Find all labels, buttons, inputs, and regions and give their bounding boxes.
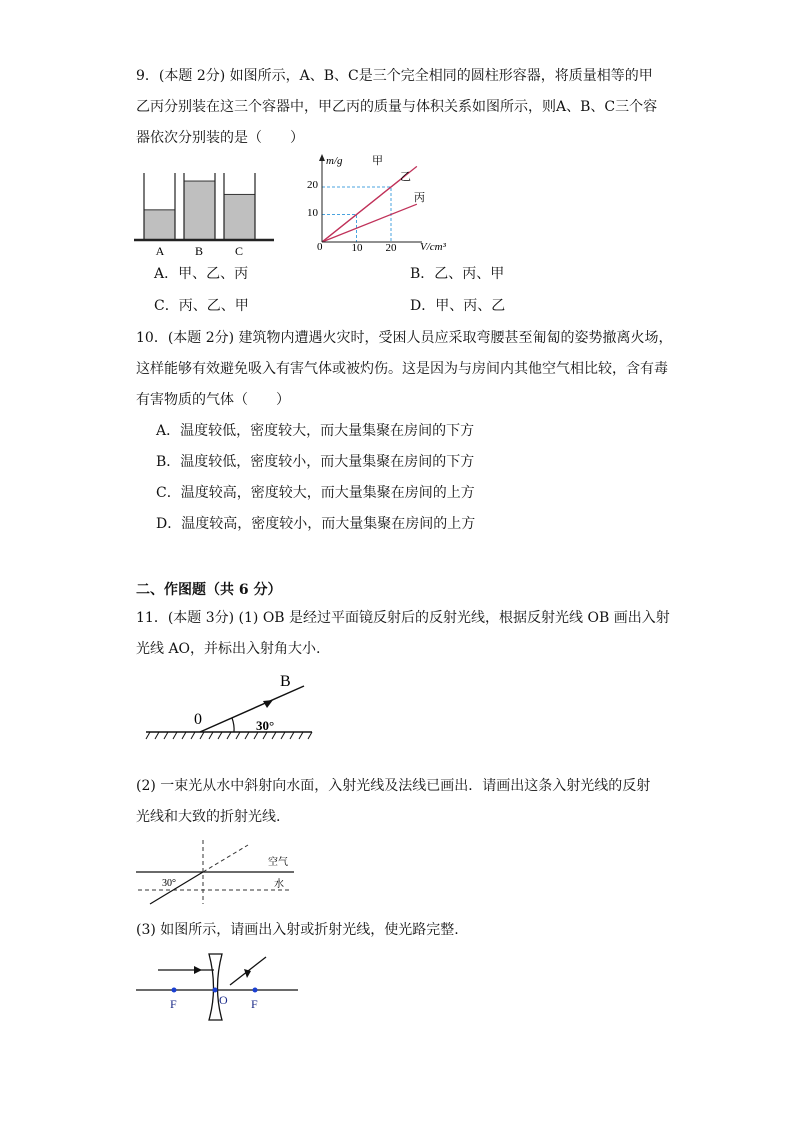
graph-y-arrow xyxy=(319,154,325,161)
section-title: 二、作图题（共 6 分） xyxy=(136,582,282,598)
q10-option-a: A．温度较低，密度较大，而大量集聚在房间的下方 xyxy=(156,423,475,439)
q11-line-2: 光线 AO，并标出入射角大小. xyxy=(136,641,321,657)
q11-part2-line-2: 光线和大致的折射光线. xyxy=(136,809,281,825)
graph-x-label: V/cm³ xyxy=(420,241,446,253)
q9-option-a: A．甲、乙、丙 xyxy=(154,266,249,282)
graph-y-label: m/g xyxy=(326,155,343,167)
container-liquid-1 xyxy=(184,181,215,240)
mirror-hatching xyxy=(146,732,312,739)
container-liquid-0 xyxy=(144,210,175,240)
lens-figure xyxy=(134,950,306,1024)
graph-x-tick-20: 20 xyxy=(385,242,397,254)
q10-line-1: 10．(本题 2分) 建筑物内遭遇火灾时，受困人员应采取弯腰甚至匍匐的姿势撤离火场， xyxy=(136,330,673,346)
q9-line-1: 9．(本题 2分) 如图所示，A、B、C是三个完全相同的圆柱形容器，将质量相等的甲 xyxy=(136,68,653,84)
reflected-ray-ob xyxy=(200,686,304,732)
graph-series-line-2 xyxy=(322,204,417,242)
label-o: 0 xyxy=(194,711,202,728)
graph-origin: 0 xyxy=(317,241,323,253)
origin-label: O xyxy=(219,993,228,1007)
mirror-figure xyxy=(144,668,314,746)
q10-line-3: 有害物质的气体（ ） xyxy=(136,392,290,408)
mass-volume-graph xyxy=(300,150,460,258)
q9-option-c: C．丙、乙、甲 xyxy=(154,298,249,314)
graph-y-tick-10: 10 xyxy=(307,207,318,219)
q9-line-3: 器依次分别装的是（ ） xyxy=(136,130,304,146)
focus-right-point xyxy=(253,988,258,993)
line-label-bing: 丙 xyxy=(414,192,425,204)
dashed-extension xyxy=(203,845,248,872)
optical-center-point xyxy=(213,988,218,993)
q11-part3-line: (3) 如图所示，请画出入射或折射光线，使光路完整. xyxy=(136,922,459,938)
container-label-a: A xyxy=(155,244,165,258)
incident-ray xyxy=(150,872,203,904)
q11-part2-line-1: (2) 一束光从水中斜射向水面，入射光线及法线已画出．请画出这条入射光线的反射 xyxy=(136,778,651,794)
label-b: B xyxy=(280,673,291,690)
q9-option-b: B．乙、丙、甲 xyxy=(410,266,505,282)
air-label: 空气 xyxy=(268,857,288,868)
q10-option-b: B．温度较低，密度较小，而大量集聚在房间的下方 xyxy=(156,454,475,470)
q11-line-1: 11．(本题 3分) (1) OB 是经过平面镜反射后的反射光线，根据反射光线 OB 画出入射 xyxy=(136,610,670,626)
ray-arrow-1 xyxy=(194,966,202,974)
container-liquid-2 xyxy=(224,194,255,240)
container-label-b: B xyxy=(194,244,204,258)
line-label-jia: 甲 xyxy=(372,155,383,167)
water-label: 水 xyxy=(274,879,284,890)
graph-x-tick-10: 10 xyxy=(351,242,363,254)
refraction-figure xyxy=(134,838,302,908)
concave-lens xyxy=(209,954,222,1020)
focus-left-label: F xyxy=(170,997,177,1011)
angle-label: 30° xyxy=(256,718,275,733)
q10-line-2: 这样能够有效避免吸入有害气体或被灼伤。这是因为与房间内其他空气相比较，含有毒 xyxy=(136,361,668,377)
container-label-c: C xyxy=(234,244,244,258)
containers-figure xyxy=(134,168,274,260)
focus-right-label: F xyxy=(251,997,258,1011)
q10-option-d: D．温度较高，密度较小，而大量集聚在房间的上方 xyxy=(156,516,476,532)
q9-line-2: 乙丙分别装在这三个容器中，甲乙丙的质量与体积关系如图所示，则A、B、C三个容 xyxy=(136,99,658,115)
focus-left-point xyxy=(172,988,177,993)
q9-option-d: D．甲、丙、乙 xyxy=(410,298,506,314)
line-label-yi: 乙 xyxy=(400,171,411,183)
angle-label-2: 30° xyxy=(162,878,176,889)
q10-option-c: C．温度较高，密度较大，而大量集聚在房间的上方 xyxy=(156,485,475,501)
angle-arc xyxy=(232,718,234,732)
graph-y-tick-20: 20 xyxy=(307,179,318,191)
